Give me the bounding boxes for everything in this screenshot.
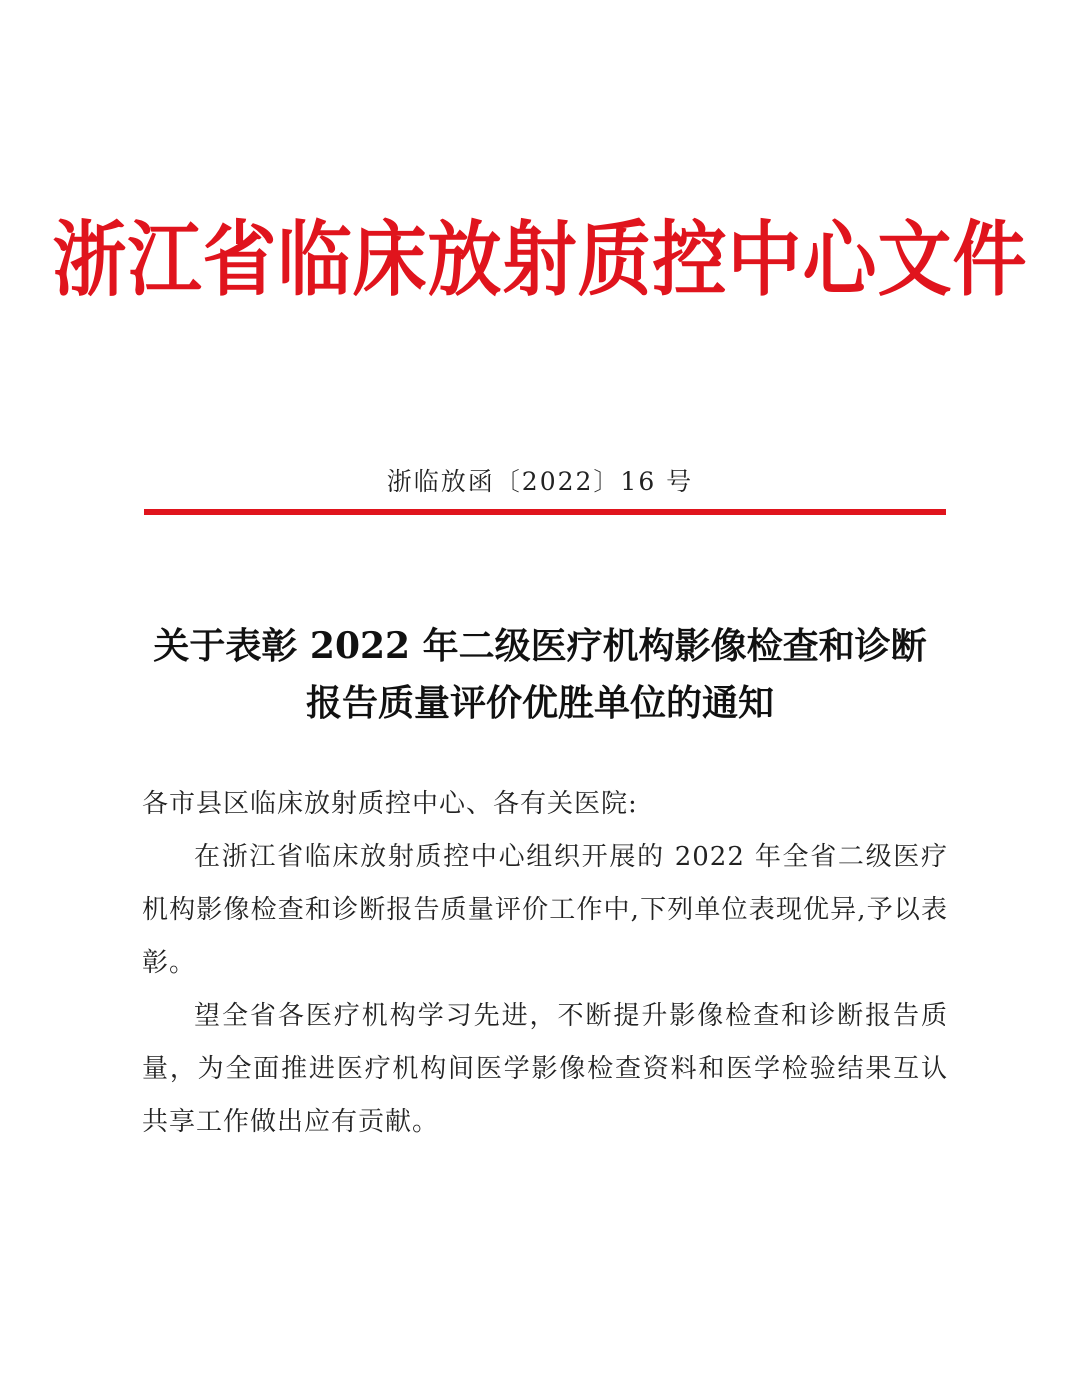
- salutation: 各市县区临床放射质控中心、各有关医院:: [142, 789, 638, 819]
- document-number: 浙临放函〔2022〕16 号: [386, 467, 694, 496]
- notice-body: [142, 778, 948, 1149]
- notice-title-line-2: 报告质量评价优胜单位的通知: [305, 682, 774, 724]
- masthead-title: 浙江省临床放射质控中心文件: [52, 212, 1028, 308]
- body-paragraph-1: 在浙江省临床放射质控中心组织开展的 2022 年全省二级医疗机构影像检查和诊断报告质量评价工作中,下列单位表现优异,予以表彰。: [142, 842, 948, 978]
- red-divider-line: [144, 509, 946, 515]
- notice-title: [120, 618, 960, 732]
- notice-title-line-1: 关于表彰 2022 年二级医疗机构影像检查和诊断: [153, 625, 927, 667]
- body-paragraph-2: 望全省各医疗机构学习先进，不断提升影像检查和诊断报告质量，为全面推进医疗机构间医学影像检查资料和医学检验结果互认共享工作做出应有贡献。: [142, 1001, 948, 1137]
